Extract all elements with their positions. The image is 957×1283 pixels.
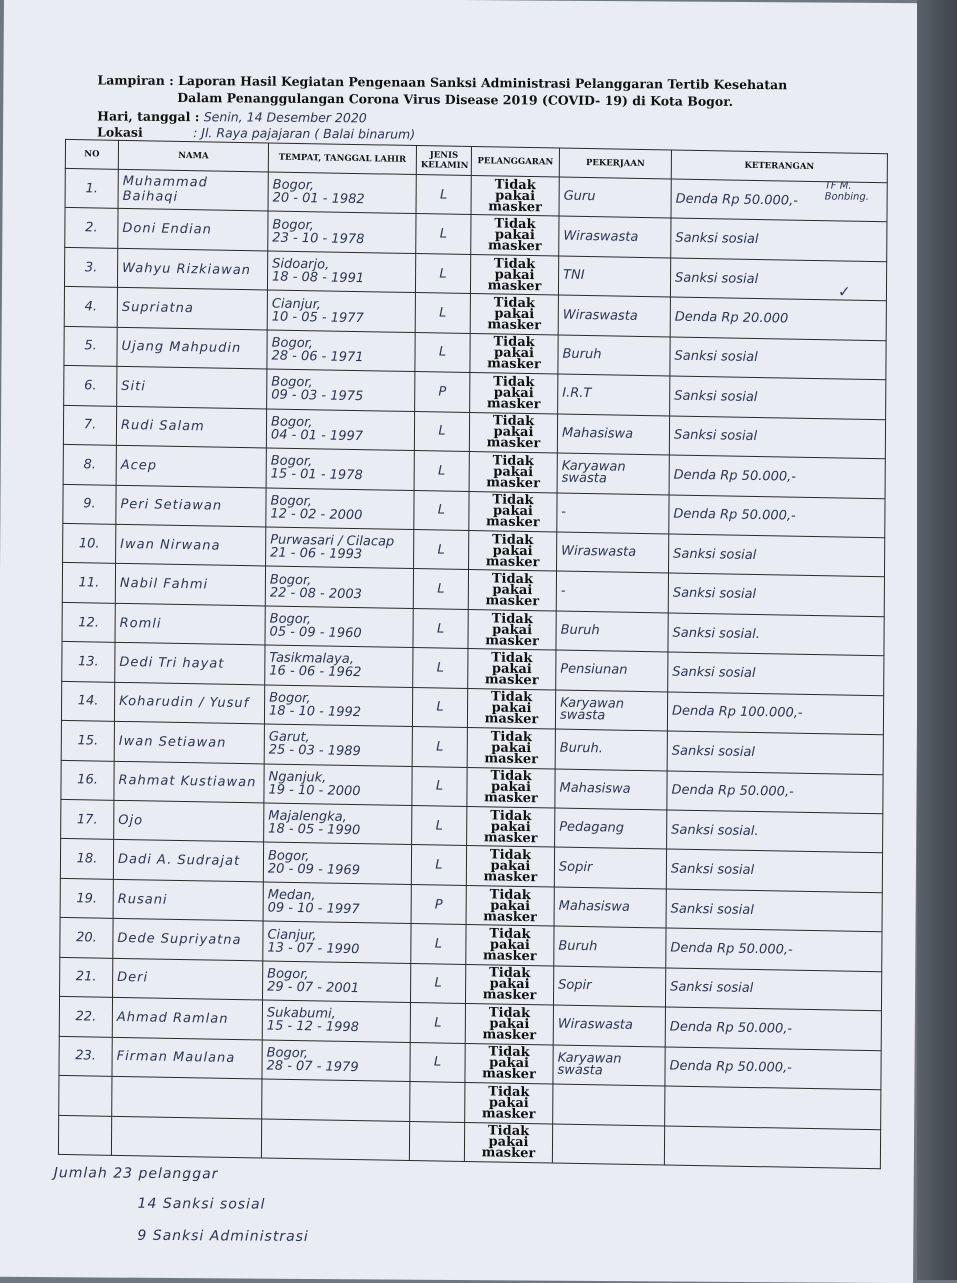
row-remark: Sanksi sosial	[670, 376, 886, 419]
row-occupation: Karyawan swasta	[557, 453, 669, 494]
row-birth-place: Garut,	[268, 729, 310, 746]
row-violation: Tidak pakai masker	[465, 1083, 553, 1124]
row-birth-place	[266, 1099, 405, 1101]
row-birth	[262, 1000, 410, 1042]
row-birth-date: 05 - 09 - 1960	[269, 624, 362, 642]
row-gender: L	[413, 648, 468, 688]
row-birth	[261, 1118, 409, 1160]
row-number: 14.	[61, 681, 114, 721]
col-header-no: NO	[65, 139, 118, 169]
row-name: Koharudin / Yusuf	[114, 682, 264, 724]
row-violation: Tidak pakai masker	[465, 964, 553, 1005]
row-birth	[268, 211, 416, 253]
row-birth-place: Bogor,	[267, 848, 310, 864]
row-birth-date: 15 - 01 - 1978	[270, 466, 363, 484]
row-violation: Tidak pakai masker	[467, 728, 555, 769]
col-header-pekerjaan: PEKERJAAN	[559, 148, 671, 179]
row-birth-place	[266, 1138, 405, 1140]
row-number: 21.	[60, 957, 113, 997]
col-header-pelanggaran: PELANGGARAN	[471, 147, 559, 178]
row-name: Muhammad Baihaqi	[118, 169, 268, 211]
row-birth	[264, 724, 412, 766]
row-name: Ojo	[114, 800, 264, 842]
row-remark: Denda Rp 50.000,-	[671, 179, 887, 222]
row-violation: Tidak pakai masker	[467, 688, 555, 729]
row-gender: P	[411, 884, 466, 924]
dark-background-edge	[917, 0, 957, 1280]
row-birth-place: Cianjur,	[271, 296, 321, 312]
row-occupation: Karyawan swasta	[555, 690, 667, 731]
row-gender: L	[410, 1003, 465, 1043]
row-number	[58, 1115, 111, 1155]
row-gender: L	[414, 411, 469, 451]
row-name: Rudi Salam	[116, 406, 266, 448]
row-gender: L	[411, 845, 466, 885]
row-name	[112, 1076, 262, 1118]
row-birth-place: Bogor,	[272, 217, 314, 233]
row-occupation: Pensiunan	[556, 650, 668, 691]
row-occupation: Sopir	[554, 847, 666, 888]
row-name: Firman Maulana	[112, 1037, 262, 1079]
row-occupation: Mahasiswa	[557, 414, 669, 455]
row-name: Dedi Tri hayat	[115, 643, 265, 685]
row-remark: Sanksi sosial	[668, 652, 884, 695]
row-birth-date: 23 - 10 - 1978	[272, 230, 365, 247]
row-gender: P	[415, 372, 470, 412]
row-name: Nabil Fahmi	[115, 564, 265, 606]
row-name	[111, 1116, 261, 1158]
row-remark: Sanksi sosial	[666, 889, 882, 932]
row-number: 18.	[60, 839, 113, 879]
row-number: 4.	[64, 287, 117, 327]
row-occupation	[552, 1124, 664, 1165]
summary-total: Jumlah 23 pelanggar	[53, 1165, 219, 1183]
row-gender: L	[414, 529, 469, 569]
row-birth	[267, 290, 415, 332]
side-note-tf: TF M. Bonbing.	[824, 180, 869, 203]
row-number: 6.	[64, 366, 117, 406]
row-gender: L	[411, 924, 466, 964]
row-number: 22.	[59, 997, 112, 1037]
row-gender: L	[412, 727, 467, 767]
row-birth-date: 25 - 03 - 1989	[268, 742, 361, 760]
row-birth-date: 15 - 12 - 1998	[266, 1018, 359, 1036]
header-line-1: Lampiran : Laporan Hasil Kegiatan Pengenaan Sanksi Administrasi Pelanggaran Tertib Kesehatan	[97, 72, 788, 93]
row-occupation: Buruh	[556, 611, 668, 652]
row-occupation: -	[556, 571, 668, 612]
row-birth-date: 28 - 06 - 1971	[271, 348, 364, 366]
row-occupation: Mahasiswa	[554, 887, 666, 928]
row-gender: L	[412, 766, 467, 806]
row-name: Iwan Nirwana	[116, 524, 266, 566]
row-birth-date: 28 - 07 - 1979	[266, 1058, 359, 1075]
row-birth	[266, 409, 414, 451]
row-gender: L	[413, 569, 468, 609]
row-number: 19.	[60, 878, 113, 918]
row-birth-date: 19 - 10 - 2000	[268, 782, 361, 799]
row-birth-date: 18 - 10 - 1992	[268, 703, 362, 721]
row-violation: Tidak pakai masker	[469, 452, 557, 493]
date-value: Senin, 14 Desember 2020	[203, 109, 367, 126]
row-gender: L	[410, 1042, 465, 1082]
row-birth-date: 04 - 01 - 1997	[270, 427, 364, 444]
row-occupation: Karyawan swasta	[553, 1045, 665, 1086]
row-name: Romli	[115, 603, 265, 645]
row-birth	[266, 487, 414, 529]
row-number: 13.	[62, 642, 115, 682]
row-name: Iwan Setiawan	[114, 721, 264, 763]
row-birth-date	[266, 1099, 405, 1101]
row-birth	[264, 803, 412, 845]
row-number: 17.	[61, 799, 114, 839]
date-label: Hari, tanggal :	[97, 108, 200, 125]
row-name: Doni Endian	[118, 209, 268, 251]
row-remark: Denda Rp 50.000,-	[669, 494, 885, 537]
row-violation: Tidak pakai masker	[468, 570, 556, 611]
row-remark: Sanksi sosial	[670, 258, 886, 301]
row-occupation: Sopir	[553, 966, 665, 1007]
row-remark: Sanksi sosial	[667, 731, 883, 774]
col-header-nama: NAMA	[118, 140, 268, 172]
row-birth-place: Bogor,	[270, 453, 313, 470]
row-remark: Denda Rp 100.000,-	[667, 692, 883, 735]
row-remark: Denda Rp 20.000	[670, 297, 886, 340]
date-line	[97, 108, 367, 125]
row-violation: Tidak pakai masker	[470, 373, 558, 414]
row-number: 15.	[61, 721, 114, 761]
row-birth-place: Sukabumi,	[266, 1005, 336, 1023]
row-occupation: Wiraswasta	[553, 1005, 665, 1046]
row-remark: Sanksi sosial	[669, 416, 885, 459]
row-birth	[265, 645, 413, 687]
row-birth	[263, 961, 411, 1003]
location-label: Lokasi	[97, 124, 143, 140]
row-name: Ujang Mahpudin	[117, 327, 267, 369]
row-name: Rusani	[113, 879, 263, 921]
row-birth-place: Bogor,	[270, 493, 312, 509]
row-occupation: TNI	[558, 256, 670, 297]
row-birth-date: 20 - 01 - 1982	[272, 190, 365, 208]
row-remark: Denda Rp 50.000,-	[669, 455, 885, 498]
row-birth	[266, 448, 414, 490]
row-occupation: Buruh	[558, 335, 670, 376]
row-violation: Tidak pakai masker	[470, 294, 558, 335]
row-name: Peri Setiawan	[116, 485, 266, 527]
row-number: 1.	[65, 168, 118, 208]
row-birth-date: 18 - 08 - 1991	[272, 269, 365, 287]
row-remark: Denda Rp 50.000,-	[666, 928, 882, 971]
row-birth	[263, 921, 411, 963]
row-violation: Tidak pakai masker	[468, 609, 556, 650]
row-birth-place: Bogor,	[269, 572, 312, 588]
row-number: 8.	[63, 444, 116, 484]
violation-table	[58, 139, 888, 1169]
row-number: 3.	[64, 247, 117, 287]
summary-social: 14 Sanksi sosial	[137, 1195, 266, 1213]
summary-admin: 9 Sanksi Administrasi	[137, 1227, 309, 1245]
row-violation: Tidak pakai masker	[466, 846, 554, 887]
row-violation: Tidak pakai masker	[469, 530, 557, 571]
row-violation: Tidak pakai masker	[465, 1004, 553, 1045]
row-birth	[265, 606, 413, 648]
row-occupation: Wiraswasta	[559, 216, 671, 257]
row-violation: Tidak pakai masker	[468, 649, 556, 690]
row-gender: L	[416, 175, 471, 215]
row-gender: L	[410, 963, 465, 1003]
row-gender: L	[414, 490, 469, 530]
row-violation: Tidak pakai masker	[466, 885, 554, 926]
row-number: 20.	[60, 918, 113, 958]
row-birth-place: Sidoarjo,	[272, 256, 330, 273]
row-gender: L	[412, 806, 467, 846]
row-remark: Denda Rp 50.000,-	[665, 1047, 881, 1090]
row-violation: Tidak pakai masker	[465, 1043, 553, 1084]
row-birth-place: Nganjuk,	[268, 769, 327, 786]
row-birth-date: 09 - 03 - 1975	[271, 387, 364, 405]
row-birth-date: 29 - 07 - 2001	[267, 979, 360, 997]
row-number: 23.	[59, 1036, 112, 1076]
row-name: Wahyu Rizkiawan	[117, 248, 267, 290]
row-remark: Sanksi sosial.	[668, 613, 884, 656]
row-gender: L	[415, 253, 470, 293]
row-number: 11.	[62, 563, 115, 603]
report-header	[97, 71, 787, 110]
row-gender	[409, 1121, 464, 1161]
row-occupation: Wiraswasta	[558, 295, 670, 336]
row-violation: Tidak pakai masker	[471, 215, 559, 256]
row-occupation: Wiraswasta	[557, 532, 669, 573]
row-gender	[410, 1082, 465, 1122]
row-gender: L	[415, 293, 470, 333]
row-birth-place: Bogor,	[269, 690, 311, 707]
row-name: Dede Supriyatna	[113, 919, 263, 961]
col-header-jk: JENIS KELAMIN	[416, 146, 471, 176]
row-birth-place: Bogor,	[272, 177, 315, 194]
row-gender: L	[416, 214, 471, 254]
row-gender: L	[414, 451, 469, 491]
row-occupation: Mahasiswa	[555, 769, 667, 810]
row-number: 5.	[64, 326, 117, 366]
row-birth	[262, 1040, 410, 1082]
row-name: Acep	[116, 445, 266, 487]
row-birth-date: 09 - 10 - 1997	[267, 900, 360, 918]
row-remark: Sanksi sosial	[670, 337, 886, 380]
row-gender: L	[415, 332, 470, 372]
row-remark: Sanksi sosial.	[667, 810, 883, 853]
row-birth	[267, 369, 415, 411]
row-number: 16.	[61, 760, 114, 800]
row-violation: Tidak pakai masker	[471, 176, 559, 217]
col-header-ttl: TEMPAT, TANGGAL LAHIR	[268, 143, 416, 175]
row-birth-date: 13 - 07 - 1990	[267, 940, 360, 957]
row-number: 7.	[63, 405, 116, 445]
row-remark	[665, 1086, 881, 1129]
row-remark: Denda Rp 50.000,-	[665, 1007, 881, 1050]
header-line-2: Dalam Penanggulangan Corona Virus Disease 2019 (COVID- 19) di Kota Bogor.	[177, 90, 734, 109]
row-remark: Sanksi sosial	[671, 218, 887, 261]
row-gender: L	[413, 608, 468, 648]
row-occupation: Guru	[559, 177, 671, 218]
row-name: Dadi A. Sudrajat	[113, 840, 263, 882]
row-number: 12.	[62, 602, 115, 642]
row-number: 10.	[63, 523, 116, 563]
row-occupation: I.R.T	[558, 374, 670, 415]
row-occupation	[553, 1084, 665, 1125]
row-violation: Tidak pakai masker	[470, 333, 558, 374]
row-birth-date: 21 - 06 - 1993	[270, 545, 363, 563]
row-birth-place: Medan,	[267, 887, 316, 904]
row-birth-place: Tasikmalaya,	[269, 651, 354, 668]
row-remark: Sanksi sosial	[669, 534, 885, 577]
check-mark: ✓	[837, 282, 851, 301]
row-occupation: -	[557, 493, 669, 534]
table-body	[58, 168, 887, 1168]
row-birth	[263, 882, 411, 924]
row-birth	[264, 685, 412, 727]
row-name: Ahmad Ramlan	[112, 998, 262, 1040]
row-name: Rahmat Kustiawan	[114, 761, 264, 803]
row-birth-place: Bogor,	[271, 374, 313, 391]
row-birth-place: Bogor,	[269, 611, 312, 628]
row-occupation: Buruh.	[555, 729, 667, 770]
row-birth-date: 20 - 09 - 1969	[267, 861, 361, 878]
row-number	[59, 1075, 112, 1115]
row-birth	[267, 251, 415, 293]
row-birth-place: Majalengka,	[268, 808, 347, 826]
row-birth-date: 10 - 05 - 1977	[271, 309, 364, 326]
row-violation: Tidak pakai masker	[466, 925, 554, 966]
row-violation: Tidak pakai masker	[467, 767, 555, 808]
row-birth	[263, 842, 411, 884]
row-occupation: Pedagang	[555, 808, 667, 849]
row-birth-date: 12 - 02 - 2000	[270, 506, 363, 523]
row-name: Supriatna	[117, 288, 267, 330]
row-number: 9.	[63, 484, 116, 524]
row-violation: Tidak pakai masker	[464, 1122, 552, 1163]
row-birth	[267, 330, 415, 372]
location-value: : Jl. Raya pajajaran ( Balai binarum)	[193, 125, 416, 142]
row-birth-place: Bogor,	[271, 335, 314, 352]
row-number: 2.	[65, 208, 118, 248]
row-birth	[268, 172, 416, 214]
row-violation: Tidak pakai masker	[469, 412, 557, 453]
row-remark: Sanksi sosial	[666, 849, 882, 892]
row-birth-place: Cianjur,	[267, 927, 317, 943]
col-header-keterangan: KETERANGAN	[671, 150, 887, 183]
row-birth-date: 18 - 05 - 1990	[268, 821, 361, 839]
row-violation: Tidak pakai masker	[470, 254, 558, 295]
row-remark: Denda Rp 50.000,-	[667, 771, 883, 814]
row-birth	[266, 527, 414, 569]
row-occupation: Buruh	[554, 926, 666, 967]
row-violation: Tidak pakai masker	[467, 806, 555, 847]
location-line	[97, 124, 415, 141]
row-birth-place: Bogor,	[266, 1045, 309, 1062]
row-birth	[262, 1079, 410, 1121]
row-gender: L	[412, 687, 467, 727]
row-remark: Sanksi sosial	[665, 968, 881, 1011]
row-name: Deri	[113, 958, 263, 1000]
row-birth	[265, 566, 413, 608]
row-birth-place: Purwasari / Cilacap	[270, 532, 395, 550]
row-name: Siti	[117, 367, 267, 409]
row-remark: Sanksi sosial	[668, 573, 884, 616]
row-birth-date: 22 - 08 - 2003	[269, 585, 362, 602]
row-birth-place: Bogor,	[270, 414, 313, 431]
row-violation: Tidak pakai masker	[469, 491, 557, 532]
row-remark	[664, 1125, 880, 1168]
row-birth-place: Bogor,	[267, 966, 309, 983]
row-birth-date	[266, 1138, 405, 1140]
row-birth-date: 16 - 06 - 1962	[269, 664, 362, 681]
row-birth	[264, 764, 412, 806]
